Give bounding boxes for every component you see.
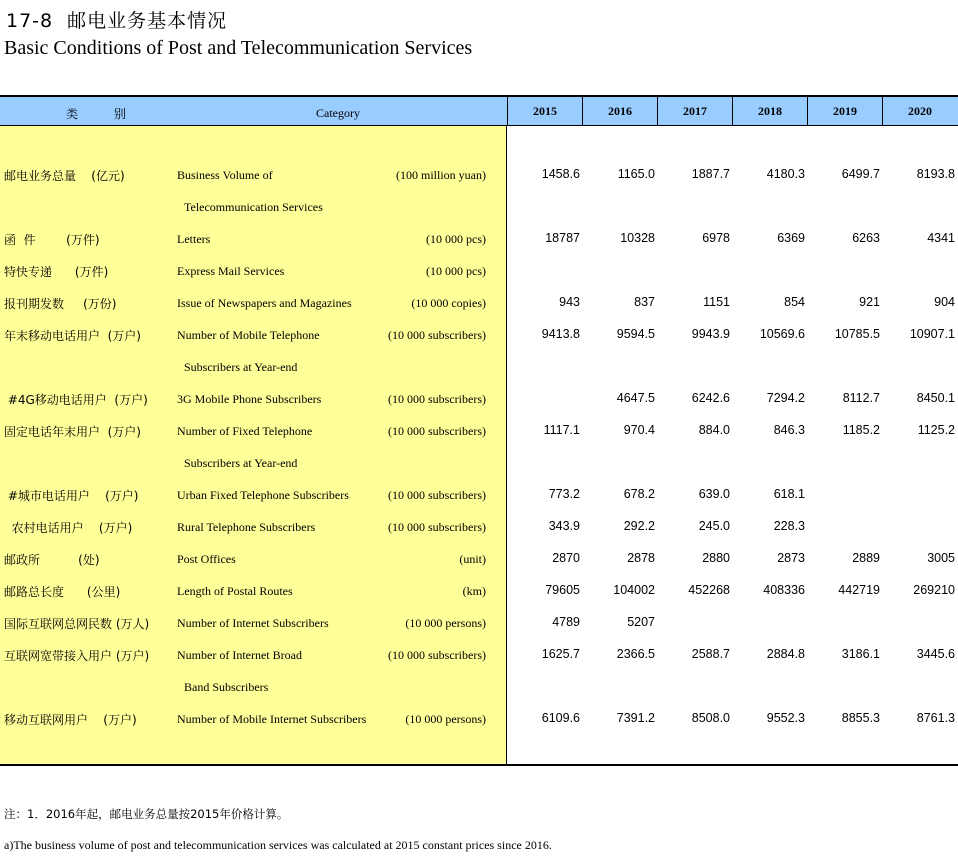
value-cell-2015: 9413.8 — [541, 327, 580, 341]
value-cell-2017: 1887.7 — [691, 167, 730, 181]
value-cell-2019: 10785.5 — [834, 327, 880, 341]
row-label-cn: 邮政所 (处) — [4, 553, 100, 567]
value-cell-2017: 1151 — [703, 295, 730, 309]
value-cell-2019: 921 — [859, 295, 880, 309]
value-cell-2020: 3445.6 — [916, 647, 955, 661]
table-row — [0, 487, 958, 507]
row-unit: (10 000 subscribers) — [388, 520, 486, 534]
table-row — [0, 647, 958, 667]
value-cell-2015: 2870 — [552, 551, 580, 565]
header-year-2019: 2019 — [807, 97, 882, 126]
header-category-en: Category — [316, 106, 360, 120]
header-year-2016: 2016 — [582, 97, 657, 126]
value-cell-2016: 7391.2 — [616, 711, 655, 725]
value-cell-2015: 943 — [559, 295, 580, 309]
row-label-cn: 移动互联网用户 (万户) — [4, 713, 137, 727]
table-header — [0, 95, 958, 126]
table-row-continuation — [0, 199, 958, 219]
table-row — [0, 263, 958, 283]
table-number: 17-8 — [6, 10, 54, 32]
table-row — [0, 583, 958, 603]
table-row — [0, 615, 958, 635]
value-cell-2018: 4180.3 — [766, 167, 805, 181]
table-row — [0, 551, 958, 571]
row-unit: (10 000 subscribers) — [388, 648, 486, 662]
value-cell-2016: 10328 — [620, 231, 655, 245]
value-cell-2018: 7294.2 — [766, 391, 805, 405]
value-cell-2017: 9943.9 — [691, 327, 730, 341]
value-cell-2020: 4341 — [927, 231, 955, 245]
value-cell-2018: 10569.6 — [759, 327, 805, 341]
table-title-cn — [6, 6, 227, 33]
value-cell-2015: 773.2 — [548, 487, 580, 501]
value-cell-2016: 678.2 — [623, 487, 655, 501]
table-title-cn-text: 邮电业务基本情况 — [67, 10, 228, 32]
value-cell-2015: 1625.7 — [541, 647, 580, 661]
row-label-en: Express Mail Services — [177, 264, 285, 278]
table-row — [0, 711, 958, 731]
header-year-2017: 2017 — [657, 97, 732, 126]
value-cell-2016: 1165.0 — [617, 167, 655, 181]
note-en: a)The business volume of post and telecommunication services was calculated at 2015 constant prices since 2016. — [4, 838, 552, 852]
value-cell-2019: 2889 — [852, 551, 880, 565]
row-label-en: Number of Internet Broad — [177, 648, 302, 662]
value-cell-2019: 6499.7 — [841, 167, 880, 181]
value-cell-2017: 245.0 — [698, 519, 730, 533]
row-label-en: Business Volume of — [177, 168, 273, 182]
table-row — [0, 295, 958, 315]
row-label-en: 3G Mobile Phone Subscribers — [177, 392, 322, 406]
row-label-en: Number of Fixed Telephone — [177, 424, 313, 438]
value-cell-2020: 8193.8 — [916, 167, 955, 181]
row-label-cn: 国际互联网总网民数 (万人) — [4, 617, 150, 631]
row-label-en: Urban Fixed Telephone Subscribers — [177, 488, 349, 502]
row-unit: (10 000 subscribers) — [388, 328, 486, 342]
value-cell-2015: 343.9 — [548, 519, 580, 533]
table-row — [0, 391, 958, 411]
row-unit: (10 000 persons) — [405, 616, 486, 630]
value-cell-2019: 8112.7 — [842, 391, 880, 405]
row-label-cn: #4G移动电话用户 (万户) — [4, 393, 148, 407]
table-row — [0, 519, 958, 539]
header-year-2015: 2015 — [507, 97, 582, 126]
row-label-en: Number of Internet Subscribers — [177, 616, 329, 630]
value-cell-2017: 884.0 — [698, 423, 730, 437]
row-label-en-continuation: Subscribers at Year-end — [184, 360, 298, 374]
value-cell-2015: 79605 — [545, 583, 580, 597]
value-cell-2017: 2588.7 — [691, 647, 730, 661]
value-cell-2015: 6109.6 — [541, 711, 580, 725]
value-cell-2016: 9594.5 — [616, 327, 655, 341]
value-cell-2019: 442719 — [838, 583, 880, 597]
row-unit: (10 000 copies) — [411, 296, 486, 310]
table-row — [0, 167, 958, 187]
value-cell-2018: 228.3 — [773, 519, 805, 533]
row-label-cn: 固定电话年末用户 (万户) — [4, 425, 141, 439]
value-cell-2018: 2873 — [777, 551, 805, 565]
row-label-cn: 互联网宽带接入用户 (万户) — [4, 649, 150, 663]
row-label-en: Post Offices — [177, 552, 236, 566]
row-label-en-continuation: Subscribers at Year-end — [184, 456, 298, 470]
row-unit: (10 000 pcs) — [426, 232, 486, 246]
header-year-2020: 2020 — [882, 97, 957, 126]
row-unit: (unit) — [459, 552, 486, 566]
row-label-en: Length of Postal Routes — [177, 584, 293, 598]
value-cell-2015: 4789 — [552, 615, 580, 629]
row-unit: (10 000 subscribers) — [388, 488, 486, 502]
row-label-cn: 特快专递 (万件) — [4, 265, 109, 279]
value-cell-2020: 1125.2 — [917, 423, 955, 437]
row-label-en: Letters — [177, 232, 211, 246]
value-cell-2015: 1117.1 — [543, 423, 580, 437]
value-cell-2018: 408336 — [763, 583, 805, 597]
table-row — [0, 231, 958, 251]
row-label-cn: 邮路总长度 (公里) — [4, 585, 121, 599]
row-label-en-continuation: Telecommunication Services — [184, 200, 323, 214]
value-cell-2016: 4647.5 — [616, 391, 655, 405]
value-cell-2018: 2884.8 — [766, 647, 805, 661]
value-cell-2016: 837 — [634, 295, 655, 309]
row-unit: (100 million yuan) — [396, 168, 486, 182]
table-bottom-rule — [0, 764, 958, 766]
value-cell-2017: 2880 — [702, 551, 730, 565]
value-cell-2019: 6263 — [852, 231, 880, 245]
value-cell-2018: 846.3 — [773, 423, 805, 437]
value-cell-2016: 2366.5 — [616, 647, 655, 661]
value-cell-2019: 1185.2 — [842, 423, 880, 437]
value-cell-2020: 269210 — [913, 583, 955, 597]
table-row — [0, 423, 958, 443]
value-cell-2015: 18787 — [545, 231, 580, 245]
row-label-cn: 报刊期发数 (万份) — [4, 297, 117, 311]
note-cn: 注：1．2016年起，邮电业务总量按2015年价格计算。 — [4, 807, 289, 821]
value-cell-2017: 6978 — [702, 231, 730, 245]
row-unit: (10 000 subscribers) — [388, 392, 486, 406]
value-cell-2020: 8761.3 — [916, 711, 955, 725]
row-label-cn: 邮电业务总量 (亿元) — [4, 169, 125, 183]
value-cell-2016: 292.2 — [623, 519, 655, 533]
row-label-en: Number of Mobile Telephone — [177, 328, 320, 342]
row-unit: (10 000 subscribers) — [388, 424, 486, 438]
value-cell-2017: 452268 — [688, 583, 730, 597]
row-label-cn: 年末移动电话用户 (万户) — [4, 329, 141, 343]
row-label-en: Number of Mobile Internet Subscribers — [177, 712, 367, 726]
value-cell-2017: 639.0 — [698, 487, 730, 501]
header-category-cn: 类 别 — [66, 107, 142, 121]
value-cell-2017: 6242.6 — [691, 391, 730, 405]
value-cell-2020: 3005 — [927, 551, 955, 565]
value-cell-2018: 618.1 — [773, 487, 805, 501]
row-unit: (10 000 pcs) — [426, 264, 486, 278]
value-cell-2016: 5207 — [627, 615, 655, 629]
table-row-continuation — [0, 455, 958, 475]
value-cell-2016: 104002 — [613, 583, 655, 597]
row-label-en: Issue of Newspapers and Magazines — [177, 296, 352, 310]
value-cell-2019: 3186.1 — [841, 647, 880, 661]
category-column-background — [0, 126, 507, 766]
table-row-continuation — [0, 359, 958, 379]
table-row — [0, 327, 958, 347]
row-label-cn: 农村电话用户 (万户) — [4, 521, 133, 535]
table-title-en: Basic Conditions of Post and Telecommunication Services — [4, 37, 473, 59]
row-label-cn: 函 件 (万件) — [4, 233, 100, 247]
row-unit: (km) — [462, 584, 486, 598]
value-cell-2019: 8855.3 — [841, 711, 880, 725]
value-cell-2018: 854 — [784, 295, 805, 309]
value-cell-2016: 2878 — [627, 551, 655, 565]
table-row-continuation — [0, 679, 958, 699]
value-cell-2018: 6369 — [777, 231, 805, 245]
value-cell-2018: 9552.3 — [766, 711, 805, 725]
value-cell-2020: 904 — [934, 295, 955, 309]
value-cell-2017: 8508.0 — [691, 711, 730, 725]
row-label-cn: #城市电话用户 (万户) — [4, 489, 139, 503]
row-label-en-continuation: Band Subscribers — [184, 680, 269, 694]
value-cell-2015: 1458.6 — [541, 167, 580, 181]
row-label-en: Rural Telephone Subscribers — [177, 520, 316, 534]
header-year-2018: 2018 — [732, 97, 807, 126]
value-cell-2020: 10907.1 — [909, 327, 955, 341]
value-cell-2020: 8450.1 — [916, 391, 955, 405]
row-unit: (10 000 persons) — [405, 712, 486, 726]
value-cell-2016: 970.4 — [623, 423, 655, 437]
